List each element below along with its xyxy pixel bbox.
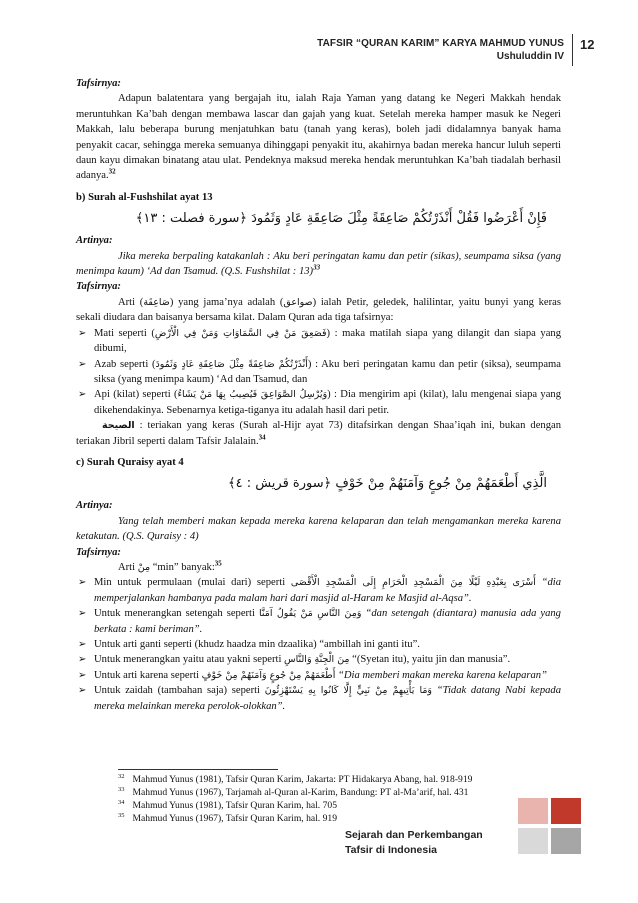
decor-square-light-red (518, 798, 548, 824)
arrow-bullet-icon: ➢ (78, 669, 87, 681)
tafsirnya-paragraph-2: Arti (صَاعِقَة) yang jama’nya adalah (صواعق) ialah Petir, geledek, halilintar, yaitu bunyi yang keras sekali diudara dan baisanya bersama kilat. Dalam Quran ada tiga tafsirnya: (76, 296, 561, 324)
tafsirnya-heading-2: Tafsirnya: (76, 281, 121, 293)
sha-iqah-meaning-list (76, 326, 561, 418)
arrow-bullet-icon: ➢ (78, 654, 87, 666)
tafsirnya-paragraph-3: Arti مِنْ “min” banyak:$^{35}$ (118, 559, 222, 573)
footnote-33: $^{33}$ Mahmud Yunus (1967), Tarjamah al-Quran al-Karim, Bandung: PT al-Ma’arif, hal. 431 (118, 785, 469, 798)
arrow-bullet-icon: ➢ (78, 608, 87, 620)
arabic-verse-quraisy: الَّذِي أَطْعَمَهُمْ مِنْ جُوعٍ وَآمَنَهُمْ مِنْ خَوْفٍ ﴿سورة قريش : ٤﴾ (227, 476, 547, 492)
artinya-paragraph-c: Yang telah memberi makan kepada mereka karena kelaparan dan telah mengamankan mereka karena ketakutan. (Q.S. Quraisy : 4) (76, 515, 561, 543)
list-item: ➢ Azab seperti (أَنْذَرْتُكُمْ صَاعِقَةً مِثْلَ صَاعِقَةِ عَادٍ وَثَمُودَ) : Aku beri peringatan kamu dan petir (siksa), seumpama siksa (yang menimpa kaum) ‘Ad dan Tsamud, dan (78, 358, 561, 385)
arrow-bullet-icon: ➢ (78, 358, 87, 370)
shaihah-paragraph: الصيحة : teriakan yang keras (Surah al-Hijr ayat 73) ditafsirkan dengan Shaa’iqah ini, bukan dengan teriakan Jibril seperti dalam Tafsir Jalalain.$^{34}$ (76, 420, 561, 447)
tafsirnya-paragraph-1: Adapun balatentara yang bergajah itu, ialah Raja Yaman yang datang ke Negeri Makkah hendak meruntuhkan Ka’bah dengan membawa lascar dan gajah yang kuat. Setelah mereka hamper masuk ke Negeri Makkah, lalu beberapa burung menjatuhkan batu (tanah yang keras), boleh jadi didalamnya banyak hama penyakit cacar, sehingga mereka semuanya dihinggapi penyakit itu, akahirnya badan mereka hancur luluh seperti daun kayu dimakan binatang atau ulat. Pendeknya maksud mereka hendak meruntuhkan Ka’bah tiadalah berhasil adanya.$^{32}$ (76, 93, 561, 182)
running-header-subtitle: Ushuluddin IV (496, 51, 564, 62)
footnote-divider (118, 769, 278, 770)
artinya-heading-c: Artinya: (76, 500, 113, 512)
arrow-bullet-icon: ➢ (78, 389, 87, 401)
artinya-heading-b: Artinya: (76, 235, 113, 247)
list-item: ➢ Untuk menerangkan yaitu atau yakni seperti مِنَ الْجِنَّةِ وَالنَّاسِ “(Syetan itu), yaitu jin dan manusia”. (76, 652, 561, 667)
footnote-35: $^{35}$ Mahmud Yunus (1967), Tafsir Quran Karim, hal. 919 (118, 811, 337, 824)
page-body (76, 76, 561, 714)
book-title-footer: Sejarah dan Perkembangan Tafsir di Indonesia (345, 829, 483, 856)
footnote-ref-34: 34 (258, 433, 266, 441)
list-item: ➢ Untuk arti karena seperti أَطْعَمَهُمْ مِنْ جُوعٍ وَآمَنَهُمْ مِنْ خَوْفٍ “Dia memberi makan mereka karena kelaparan” (76, 668, 561, 683)
min-meaning-list (76, 575, 561, 714)
decor-square-dark-red (551, 798, 581, 824)
arrow-bullet-icon: ➢ (78, 577, 87, 589)
arrow-bullet-icon: ➢ (78, 685, 87, 697)
footnote-34: $^{34}$ Mahmud Yunus (1981), Tafsir Quran Karim, hal. 705 (118, 798, 337, 811)
section-heading-c: c) Surah Quraisy ayat 4 (76, 456, 184, 468)
arabic-verse-fushshilat: فَإِنْ أَعْرَضُوا فَقُلْ أَنْذَرْتُكُمْ صَاعِقَةً مِثْلَ صَاعِقَةِ عَادٍ وَثَمُودَ ﴿سورة فصلت : ١٣﴾ (135, 211, 547, 227)
arrow-bullet-icon: ➢ (78, 327, 87, 339)
footnote-ref-32: 32 (108, 167, 116, 176)
footnote-32: $^{32}$ Mahmud Yunus (1981), Tafsir Quran Karim, Jakarta: PT Hidakarya Abang, hal. 918-919 (118, 772, 473, 785)
list-item: ➢ Mati seperti (فَصَعِقَ مَنْ فِي السَّمَاوَاتِ وَمَنْ فِي الْأَرْضِ) : maka matilah siapa yang dilangit dan siapa yang dibumi, (78, 327, 561, 355)
list-item: ➢ Api (kilat) seperti (وَيُرْسِلُ الصَّوَاعِقَ فَيُصِيبُ بِهَا مَنْ يَشَاءُ) : Dia mengirim api (kilat), lalu mengenai siapa yang dikehendakinya. Sebenarnya ketiga-tiganya itu adalah hasil dari petir. (78, 389, 561, 416)
arrow-bullet-icon: ➢ (78, 639, 87, 650)
tafsirnya-heading-3: Tafsirnya: (76, 546, 121, 558)
list-item: ➢ Untuk arti ganti seperti (khudz haadza min dzaalika) “ambillah ini ganti itu”. (76, 637, 561, 652)
tafsirnya-heading-1: Tafsirnya: (76, 78, 121, 89)
footnote-ref-35: 35 (214, 559, 222, 568)
footnote-ref-33: 33 (313, 263, 321, 272)
running-header-title: TAFSIR “QURAN KARIM” KARYA MAHMUD YUNUS (317, 38, 564, 49)
list-item: ➢ Min untuk permulaan (mulai dari) seperti أَسْرَى بِعَبْدِهِ لَيْلًا مِنَ الْمَسْجِدِ الْحَرَامِ إِلَى الْمَسْجِدِ الْأَقْصَى “dia memperjalankan hambanya pada malam hari dari masjid al-Haram ke Masjid al-Aqsa”. (78, 577, 562, 604)
decor-square-light-grey (518, 828, 548, 854)
header-divider (572, 34, 573, 66)
list-item: ➢ Untuk menerangkan setengah seperti وَمِنَ النَّاسِ مَنْ يَقُولُ آمَنَّا “dan setengah (diantara) manusia ada yang berkata : kami beriman”. (78, 608, 561, 635)
list-item: ➢ Untuk zaidah (tambahan saja) seperti وَمَا يَأْتِيهِمْ مِنْ نَبِيٍّ إِلَّا كَانُوا بِهِ يَسْتَهْزِئُونَ “Tidak datang Nabi kepada mereka melainkan mereka perolok-olokkan”. (78, 685, 562, 712)
artinya-paragraph-b: Jika mereka berpaling katakanlah : Aku beri peringatan kamu dan petir (sikas), seumpama siksa (yang menimpa kaum) ‘Ad dan Tsamud. (Q.S. Fushshilat : 13)$^{33}$ (76, 250, 561, 278)
page-number: 12 (580, 37, 595, 52)
decor-square-dark-grey (551, 828, 581, 854)
section-heading-b: b) Surah al-Fushshilat ayat 13 (76, 191, 213, 203)
